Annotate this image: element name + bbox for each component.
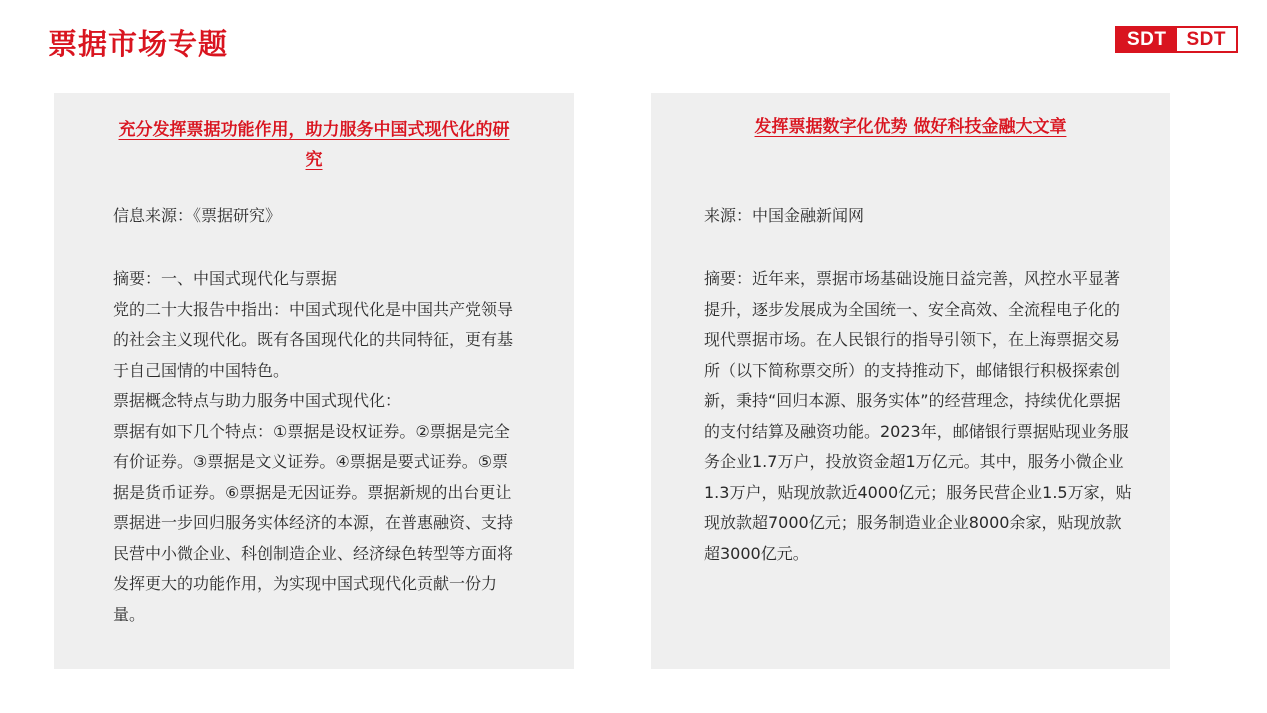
abstract-paragraph: 党的二十大报告中指出：中国式现代化是中国共产党领导的社会主义现代化。既有各国现代化的共同特征，更有基于自己国情的中国特色。 [113, 299, 514, 380]
sdt-logo [1115, 26, 1238, 53]
abstract-paragraph: 摘要：一、中国式现代化与票据 [113, 269, 338, 288]
abstract-paragraph: 摘要：近年来，票据市场基础设施日益完善，风控水平显著提升，逐步发展成为全国统一、安全高效、全流程电子化的现代票据市场。在人民银行的指导引领下，在上海票据交易所（以下简称票交所）的支持推动下，邮储银行积极探索创新，秉持“回归本源、服务实体”的经营理念，持续优化票据的支付结算及融资功能。2023年，邮储银行票据贴现业务服务企业1.7万户，投放资金超1万亿元。其中，服务小微企业1.3万户，贴现放款近4000亿元；服务民营企业1.5万家，贴现放款超7000亿元；服务制造业企业8000余家，贴现放款超3000亿元。 [704, 269, 1132, 563]
article-title-link[interactable]: 充分发挥票据功能作用，助力服务中国式现代化的研究 [118, 120, 510, 170]
page-title: 票据市场专题 [48, 27, 229, 61]
article-card-left [54, 93, 574, 669]
abstract-paragraph: 票据有如下几个特点：①票据是设权证券。②票据是完全有价证券。③票据是文义证券。④票据是要式证券。⑤票据是货币证券。⑥票据是无因证券。票据新规的出台更让票据进一步回归服务实体经济的本源，在普惠融资、支持民营中小微企业、科创制造企业、经济绿色转型等方面将发挥更大的功能作用，为实现中国式现代化贡献一份力量。 [113, 421, 514, 624]
article-card-right [651, 93, 1170, 669]
article-abstract [704, 264, 1134, 569]
article-title-link[interactable]: 发挥票据数字化优势 做好科技金融大文章 [754, 117, 1067, 137]
article-source: 信息来源：《票据研究》 [113, 206, 282, 225]
article-abstract [113, 264, 523, 630]
logo-left-text: SDT [1117, 28, 1177, 51]
article-source: 来源：中国金融新闻网 [704, 206, 865, 225]
abstract-paragraph: 票据概念特点与助力服务中国式现代化： [113, 391, 402, 410]
logo-right-text: SDT [1177, 28, 1237, 51]
